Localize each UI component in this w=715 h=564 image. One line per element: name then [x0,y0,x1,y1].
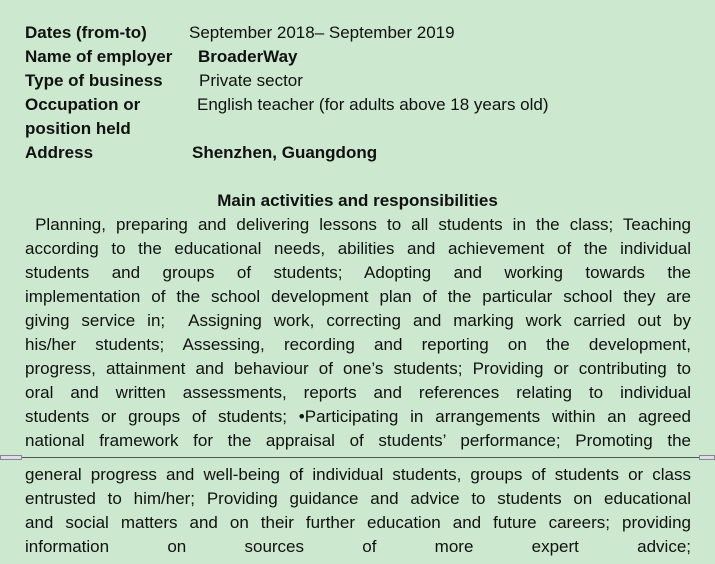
business-value: Private sector [199,71,303,90]
address-value: Shenzhen, Guangdong [192,143,378,162]
page-break-marker-right[interactable] [699,455,715,460]
occupation-row [25,93,705,117]
paragraph-line: and social matters and on their further education and future careers; providing [25,513,691,532]
paragraph-line: Planning, preparing and delivering lessons to all students in the class; Teaching [25,215,691,234]
paragraph-line: information on sources of more expert advice; [25,537,691,556]
occupation-label: Occupation or [25,95,141,114]
business-row [25,69,705,93]
responsibilities-paragraph-page1 [25,213,691,453]
paragraph-line: implementation of the school development plan of the particular school they are [25,287,691,306]
occupation-value: English teacher (for adults above 18 years old) [197,95,549,114]
dates-row [25,21,705,45]
dates-label: Dates (from-to) [25,23,147,42]
address-label: Address [25,143,94,162]
page-break [0,455,715,460]
paragraph-line: progress, attainment and behaviour of one’s students; Providing or contributing to [25,359,691,378]
occupation-row-2 [25,117,705,141]
paragraph-line: students and groups of students; Adopting and working towards the [25,263,691,282]
business-label: Type of business [25,71,163,90]
paragraph-line: entrusted to him/her; Providing guidance and advice to students on educational [25,489,691,508]
paragraph-line: giving service in; Assigning work, correcting and marking work carried out by [25,311,691,330]
page-break-line [0,457,715,458]
paragraph-line: his/her students; Assessing, recording and reporting on the development, [25,335,691,354]
employment-fields [25,21,705,165]
employer-label: Name of employer [25,47,173,66]
occupation-label-2: position held [25,119,131,138]
paragraph-line: according to the educational needs, abilities and achievement of the individual [25,239,691,258]
employer-value: BroaderWay [198,47,298,66]
paragraph-line: students or groups of students; •Participating in arrangements within an agreed [25,407,691,426]
employer-row [25,45,705,69]
responsibilities-paragraph-page2 [25,463,691,559]
dates-value: September 2018– September 2019 [189,23,455,42]
paragraph-line: general progress and well-being of individual students, groups of students or class [25,465,691,484]
address-row [25,141,705,165]
section-heading: Main activities and responsibilities [217,191,498,210]
paragraph-line: oral and written assessments, reports and references relating to individual [25,383,691,402]
paragraph-line: national framework for the appraisal of students’ performance; Promoting the [25,431,691,450]
page-break-marker-left[interactable] [0,455,22,460]
